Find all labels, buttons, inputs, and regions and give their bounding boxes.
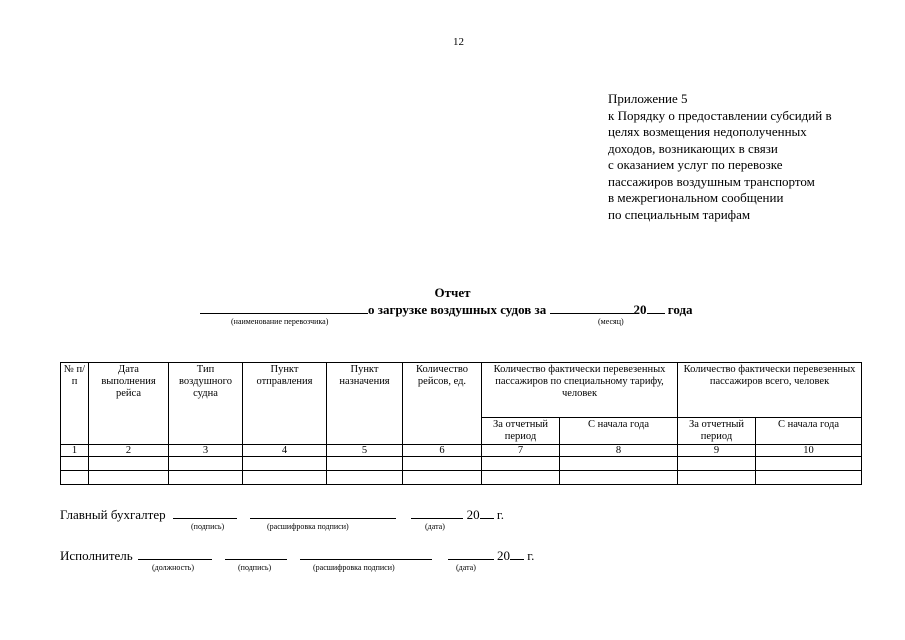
table-cell[interactable] <box>61 471 89 485</box>
page-number: 12 <box>453 36 464 48</box>
year-blank <box>647 301 665 314</box>
header-total-passengers: Количество фактически перевезенных пассажиров всего, человек <box>678 363 862 418</box>
table-row <box>61 471 862 485</box>
table-cell[interactable] <box>482 457 560 471</box>
caption-signature: (подпись) <box>191 522 225 531</box>
column-number: 3 <box>169 445 243 457</box>
header-num: № п/п <box>61 363 89 445</box>
accountant-signature-line <box>60 506 504 523</box>
column-number: 8 <box>560 445 678 457</box>
header-special-period: За отчетный период <box>482 418 560 445</box>
appendix-line: целях возмещения недополученных <box>608 124 807 139</box>
table-cell[interactable] <box>61 457 89 471</box>
report-subtitle <box>200 301 693 318</box>
accountant-name-blank[interactable] <box>250 506 396 519</box>
appendix-line: с оказанием услуг по перевозке <box>608 157 783 172</box>
column-number: 7 <box>482 445 560 457</box>
appendix-line: пассажиров воздушным транспортом <box>608 173 815 189</box>
appendix-line: к Порядку о предоставлении субсидий в <box>608 107 832 123</box>
column-number: 5 <box>327 445 403 457</box>
table-cell[interactable] <box>403 457 482 471</box>
appendix-line: доходов, возникающих в связи <box>608 140 778 156</box>
header-destination: Пункт назначения <box>327 363 403 445</box>
accountant-year: 20 <box>466 507 480 522</box>
appendix-line: Приложение 5 <box>608 91 688 106</box>
accountant-year-suffix: г. <box>496 507 504 522</box>
caption-signature: (подпись) <box>238 563 272 572</box>
month-caption: (месяц) <box>598 317 624 326</box>
column-number: 2 <box>89 445 169 457</box>
table-cell[interactable] <box>678 471 756 485</box>
caption-name: (расшифровка подписи) <box>267 522 349 531</box>
accountant-year-blank[interactable] <box>480 506 494 519</box>
header-total-period: За отчетный период <box>678 418 756 445</box>
table-cell[interactable] <box>560 471 678 485</box>
executor-position-blank[interactable] <box>138 547 212 560</box>
header-special-tariff: Количество фактически перевезенных пассажиров по специальному тарифу, человек <box>482 363 678 418</box>
caption-date: (дата) <box>425 522 445 531</box>
header-flights: Количество рейсов, ед. <box>403 363 482 445</box>
carrier-caption: (наименование перевозчика) <box>231 317 329 326</box>
column-number: 10 <box>756 445 862 457</box>
table-cell[interactable] <box>243 457 327 471</box>
subtitle-text: о загрузке воздушных судов за <box>368 302 547 317</box>
report-title: Отчет <box>434 285 471 300</box>
table-cell[interactable] <box>560 457 678 471</box>
year-prefix: 20 <box>633 302 647 317</box>
executor-name-blank[interactable] <box>300 547 432 560</box>
table-cell[interactable] <box>678 457 756 471</box>
caption-position: (должность) <box>152 563 194 572</box>
executor-label: Исполнитель <box>60 548 133 563</box>
appendix-block <box>608 91 878 223</box>
executor-year-blank[interactable] <box>510 547 524 560</box>
header-total-year-start: С начала года <box>756 418 862 445</box>
appendix-line: в межрегиональном сообщении <box>608 190 784 205</box>
column-number: 1 <box>61 445 89 457</box>
appendix-line: по специальным тарифам <box>608 206 751 222</box>
table-cell[interactable] <box>89 457 169 471</box>
table-cell[interactable] <box>169 471 243 485</box>
caption-name: (расшифровка подписи) <box>313 563 395 572</box>
executor-year: 20 <box>496 548 510 563</box>
table-cell[interactable] <box>756 471 862 485</box>
accountant-label: Главный бухгалтер <box>60 507 166 522</box>
accountant-date-blank[interactable] <box>411 506 463 519</box>
month-blank <box>550 301 634 314</box>
table-cell[interactable] <box>89 471 169 485</box>
table-cell[interactable] <box>327 471 403 485</box>
header-aircraft-type: Тип воздушного судна <box>169 363 243 445</box>
executor-sign-blank[interactable] <box>225 547 287 560</box>
table-cell[interactable] <box>169 457 243 471</box>
column-number: 6 <box>403 445 482 457</box>
table-cell[interactable] <box>327 457 403 471</box>
table-cell[interactable] <box>756 457 862 471</box>
report-table <box>60 362 862 485</box>
executor-signature-line <box>60 547 534 564</box>
table-cell[interactable] <box>243 471 327 485</box>
table-cell[interactable] <box>482 471 560 485</box>
column-number: 4 <box>243 445 327 457</box>
executor-year-suffix: г. <box>527 548 535 563</box>
header-special-year-start: С начала года <box>560 418 678 445</box>
caption-date: (дата) <box>456 563 476 572</box>
header-date: Дата выполнения рейса <box>89 363 169 445</box>
year-suffix: года <box>667 302 693 317</box>
carrier-blank <box>200 301 368 314</box>
header-departure: Пункт отправления <box>243 363 327 445</box>
column-number: 9 <box>678 445 756 457</box>
table-row <box>61 457 862 471</box>
accountant-sign-blank[interactable] <box>173 506 237 519</box>
table-cell[interactable] <box>403 471 482 485</box>
executor-date-blank[interactable] <box>448 547 494 560</box>
